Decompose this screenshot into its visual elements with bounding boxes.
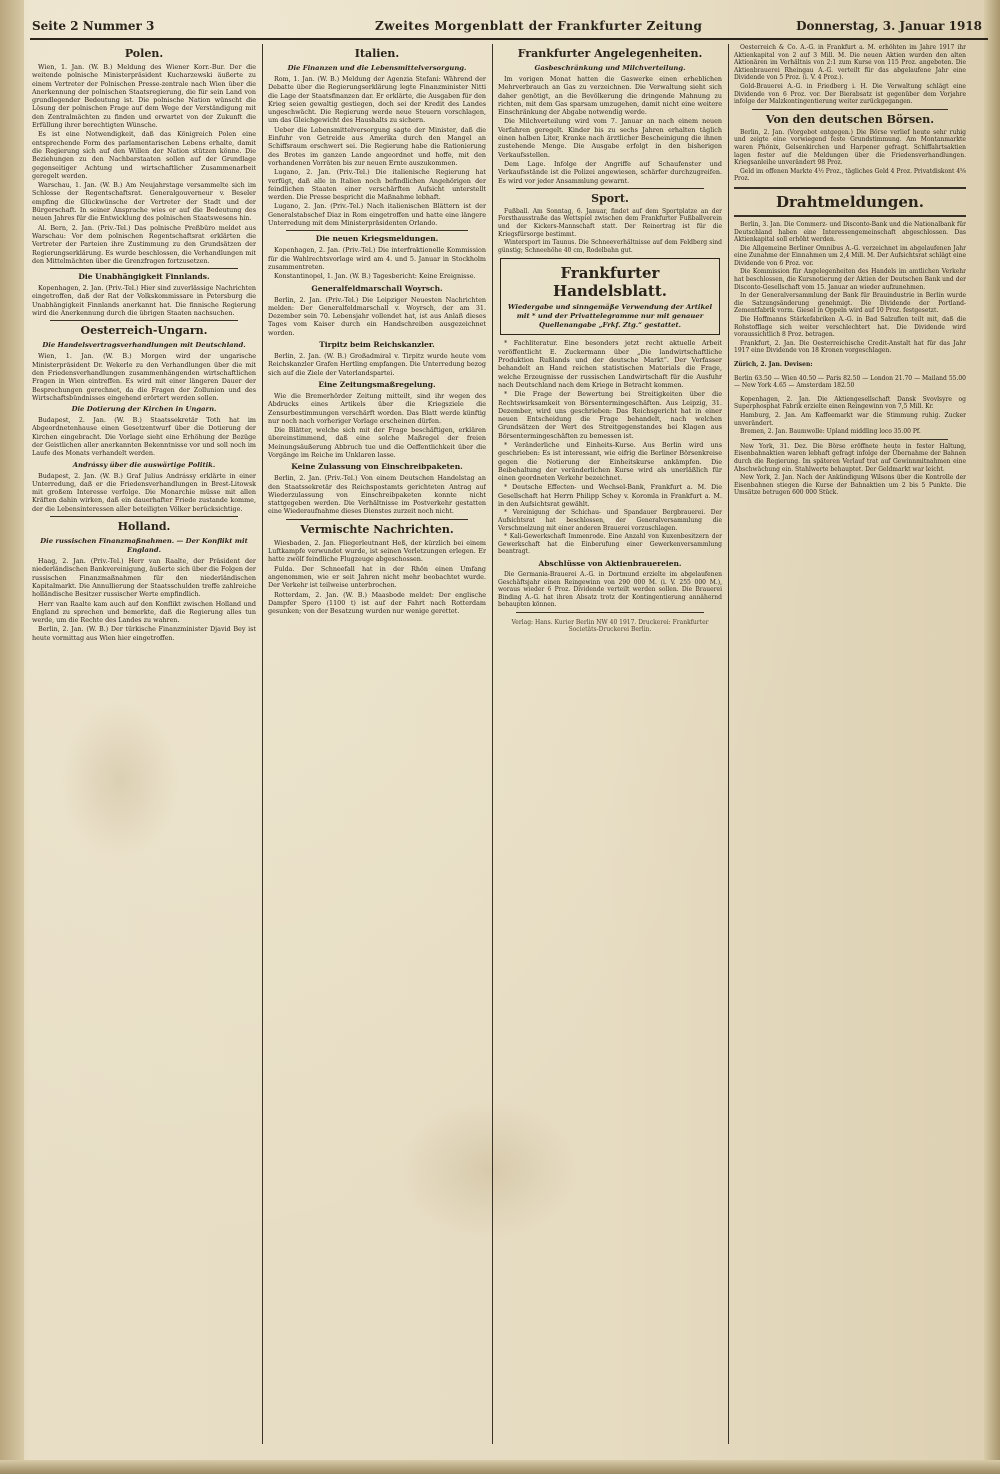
article-paragraph: Berlin, 3. Jan. Die Commerz- und Disconto-Bank und die Nationalbank für Deutschland haben eine Interessengemeinschaft abgeschlossen. Das Aktienkapital soll erhöht werden. [734, 220, 966, 244]
article-paragraph: Oesterreich & Co. A.-G. in Frankfurt a. M. erhöhten im Jahre 1917 ihr Aktienkapital von 2 auf 3 Mill. M. Die neuen Aktien wurden den alten Aktionären im Verhältnis von 2:1 zum Kurse von 115 Proz. angeboten. Die Aktienbrauerei Rheingau A.-G. verteilt für das abgelaufene Jahr eine Dividende von 5 Proz. (i. V. 4 Proz.). [734, 44, 966, 82]
article-paragraph: Im vorigen Monat hatten die Gaswerke einen erheblichen Mehrverbrauch an Gas zu verzeichnen. Die Verwaltung sieht sich daher genötigt, an die Bevölkerung die dringende Mahnung zu richten, mit dem Gas sparsam umzugehen, damit nicht eine weitere Einschränkung der Abgabe notwendig werde. [498, 75, 722, 117]
subheading: Die russischen Finanzmaßnahmen. — Der Konflikt mit England. [40, 537, 248, 555]
article-paragraph: Dem Lage. Infolge der Angriffe auf Schaufenster und Verkaufsstände ist die Polizei angewiesen, schärfer durchzugreifen. Es wird vor jeder Ansammlung gewarnt. [498, 159, 722, 185]
page-number: Seite 2 Nummer 3 [32, 19, 155, 33]
separator [734, 187, 966, 189]
subheading: Andrássy über die auswärtige Politik. [72, 460, 216, 469]
article-paragraph: Wien, 1. Jan. (W. B.) Morgen wird der ungarische Ministerpräsident Dr. Wekerle zu den Verhandlungen über die mit den Friedensverhandlungen zusammenhängenden wirtschaftlichen Fragen in Wien eintreffen. Es wird mit einer längeren Dauer der Besprechungen gerechnet, da die Fragen der Zollunion und des Wirtschaftsbündnisses eingehend erörtert werden sollen. [32, 352, 256, 402]
article-paragraph: New York, 31. Dez. Die Börse eröffnete heute in fester Haltung, Eisenbahnaktien waren lebhaft gefragt infolge der Übernahme der Bahnen durch die Regierung. Im späteren Verlauf trat auf Gewinnmitnahmen eine Abschwächung ein. Stahlwerte behauptet. Der Geldmarkt war leicht. [734, 442, 966, 473]
article-paragraph: Fulda. Der Schneefall hat in der Rhön einen Umfang angenommen, wie er seit Jahren nicht mehr beobachtet wurde. Der Verkehr ist teilweise unterbrochen. [268, 564, 486, 590]
article-paragraph: Wintersport im Taunus. Die Schneeverhältnisse auf dem Feldberg sind günstig; Schneehöhe 40 cm, Rodelbahn gut. [498, 239, 722, 254]
column-rule [728, 44, 729, 1444]
article-paragraph: Es ist eine Notwendigkeit, daß das Königreich Polen eine entsprechende Form des parlamentarischen Lebens erhalte, damit die Regierung sich auf den Willen der Nation stützen könne. Die Beziehungen zu den Nachbarstaaten sollen auf der Grundlage gegenseitiger Achtung und wirtschaftlicher Zusammenarbeit geregelt werden. [32, 130, 256, 180]
article-paragraph: Gold-Brauerei A.-G. in Friedberg i. H. Die Verwaltung schlägt eine Dividende von 6 Proz. vor. Der Bierabsatz ist gegenüber dem Vorjahre infolge der Malzkontingentierung weiter zurückgegangen. [734, 82, 966, 106]
section-heading-brewery-results: Abschlüsse von Aktienbrauereien. [538, 558, 682, 568]
article-paragraph: Ueber die Lebensmittelversorgung sagte der Minister, daß die Einfuhr von Getreide aus Amerika durch den Mangel an Schiffsraum erschwert sei. Die Regierung habe die Rationierung des Brotes im ganzen Lande angeordnet und hoffe, mit den vorhandenen Vorräten bis zur neuen Ernte auszukommen. [268, 125, 486, 167]
section-heading-misc-news: Vermischte Nachrichten. [300, 522, 454, 536]
article-paragraph: Bremen, 2. Jan. Baumwolle: Upland middling loco 35.00 Pf. [740, 428, 921, 436]
column-rule [492, 44, 493, 1444]
article-paragraph: Kopenhagen, 2. Jan. (Priv.-Tel.) Hier sind zuverlässige Nachrichten eingetroffen, daß der Rat der Volkskommissare in Petersburg die Unabhängigkeit Finnlands anerkannt hat. Die finnische Regierung wird die Anerkennung durch die übrigen Staaten nachsuchen. [32, 284, 256, 318]
separator [734, 215, 966, 217]
article-paragraph: Berlin, 2. Jan. (Vorgebot entgegen.) Die Börse verlief heute sehr ruhig und zeigte eine vorwiegend feste Grundstimmung. Am Montanmarkte waren Phönix, Gelsenkirchen und Harpener gefragt. Schiffahrtsaktien lagen fester auf die Meldungen über die Friedensverhandlungen. Kriegsanleihe unverändert 98 Proz. [734, 128, 966, 167]
separator [516, 612, 704, 613]
reprint-notice: Wiedergabe und sinngemäße Verwendung der Artikel mit * und der Privattelegramme nur mit genauer Quellenangabe „Frkf. Ztg.“ gestattet. [507, 303, 713, 330]
article-paragraph: Lugano, 2. Jan. (Priv.-Tel.) Die italienische Regierung hat verfügt, daß alle in Italien noch befindlichen Angehörigen der feindlichen Staaten einer verschärften Aufsicht unterstellt werden. Die Presse bespricht die Maßnahme lebhaft. [268, 168, 486, 202]
article-paragraph: Die Milchverteilung wird vom 7. Januar an nach einem neuen Verfahren geregelt. Kinder bis zu sechs Jahren erhalten täglich einen halben Liter, Kranke nach ärztlicher Bescheinigung die ihnen zustehende Menge. Die Ausgabe erfolgt in den bisherigen Verkaufsstellen. [498, 117, 722, 159]
article-paragraph: * Die Frage der Bewertung bei Streitigkeiten über die Rechtswirksamkeit von Börsentermingeschäften. Aus Leipzig, 31. Dezember, wird uns geschrieben: Das Reichsgericht hat in einer neuen Entscheidung die Frage behandelt, nach welchen Grundsätzen der Wert des Streitgegenstandes bei Klagen aus Börsentermingeschäften zu bemessen ist. [498, 390, 722, 440]
article-paragraph: Herr van Raalte kam auch auf den Konflikt zwischen Holland und England zu sprechen und bemerkte, daß die Regierung alles tun werde, um die Rechte des Landes zu wahren. [32, 599, 256, 625]
article-paragraph: * Fachliteratur. Eine besonders jetzt recht aktuelle Arbeit veröffentlicht E. Zuckermann über „Die landwirtschaftliche Produktion Rußlands und der deutsche Markt“. Der Verfasser behandelt an Hand reichen statistischen Materials die Frage, welche Erzeugnisse der russischen Landwirtschaft für die Ausfuhr nach Deutschland nach dem Kriege in Betracht kommen. [498, 339, 722, 389]
article-paragraph: Die Allgemeine Berliner Omnibus A.-G. verzeichnet im abgelaufenen Jahr eine Zunahme der Einnahmen um 2,4 Mill. M. Der Aufsichtsrat schlägt eine Dividende von 6 Proz. vor. [734, 244, 966, 267]
article-paragraph: Al. Bern, 2. Jan. (Priv.-Tel.) Das polnische Preßbüro meldet aus Warschau: Vor dem polnischen Regentschaftsrat erklärten die Vertreter der Parteien ihre Zustimmung zu den Grundsätzen der Regierungserklärung. Es wurde beschlossen, die Verhandlungen mit den Mittelmächten über die Grenzfragen fortzusetzen. [32, 223, 256, 265]
column-3 [498, 44, 722, 1454]
article-paragraph: Die Germania-Brauerei A.-G. in Dortmund erzielte im abgelaufenen Geschäftsjahr einen Reingewinn von 290 000 M. (i. V. 255 000 M.), woraus wieder 6 Proz. Dividende verteilt werden sollen. Die Brauerei Binding A.-G. hat ihren Absatz trotz der Kontingentierung annähernd behaupten können. [498, 570, 722, 609]
subheading: Die Handelsvertragsverhandlungen mit Deutschland. [42, 341, 246, 350]
article-paragraph: Rotterdam, 2. Jan. (W. B.) Maasbode meldet: Der englische Dampfer Spero (1100 t) ist auf der Fahrt nach Rotterdam gesunken; von der Besatzung wurden nur wenige gerettet. [268, 590, 486, 616]
article-paragraph: Lugano, 2. Jan. (Priv.-Tel.) Nach italienischen Blättern ist der Generalstabschef Diaz in Rom eingetroffen und hatte eine längere Unterredung mit dem Ministerpräsidenten Orlando. [268, 202, 486, 228]
separator [50, 268, 238, 269]
article-paragraph: Frankfurt, 2. Jan. Die Oesterreichische Credit-Anstalt hat für das Jahr 1917 eine Dividende von 18 Kronen vorgeschlagen. [734, 339, 966, 355]
imprint: Verlag: Hans. Kurier Berlin NW 40 1917. Druckerei: Frankfurter Societäts-Druckerei Berlin. [511, 618, 709, 634]
section-heading-holland: Holland. [117, 520, 171, 534]
newspaper-title: Zweites Morgenblatt der Frankfurter Zeitung [375, 19, 703, 33]
section-heading-italy: Italien. [354, 47, 400, 60]
column-2 [268, 44, 486, 1454]
section-heading-sport: Sport. [591, 191, 629, 205]
currency-quotes: Berlin 63.50 — Wien 40.50 — Paris 82.50 — London 21.70 — Mailand 55.00 — New York 4.65 — Amsterdam 182.50 [734, 374, 966, 390]
article-paragraph: Berlin, 2. Jan. (Priv.-Tel.) Von einem Deutschen Handelstag an den Staatssekretär des Reichspostamts gerichteten Antrag auf Wiederzulassung von Einschreibpaketen konnte nicht stattgegeben werden. Die Verhältnisse im Postverkehr gestatten eine Wiederaufnahme dieses Dienstes zurzeit noch nicht. [268, 474, 486, 516]
separator [50, 320, 238, 321]
article-paragraph: Fußball. Am Sonntag, 6. Januar, findet auf dem Sportplatze an der Forsthausstraße das Wettspiel zwischen dem Frankfurter Fußballverein und der Kickers-Mannschaft statt. Der Reinertrag ist für die Kriegsfürsorge bestimmt. [498, 207, 722, 238]
article-paragraph: Haag, 2. Jan. (Priv.-Tel.) Herr van Raalte, der Präsident der niederländischen Bankvereinigung, äußerte sich über die Folgen der russischen Finanzmaßnahmen für den niederländischen Kapitalmarkt. Die Annullierung der Staatsschulden treffe zahlreiche holländische Besitzer russischer Werte empfindlich. [32, 557, 256, 599]
article-paragraph: * Kali-Gewerkschaft Immenrode. Eine Anzahl von Kuxenbesitzern der Gewerkschaft hat die Einberufung einer Gewerkenversammlung beantragt. [498, 533, 722, 556]
article-paragraph: Konstantinopel, 1. Jan. (W. B.) Tagesbericht: Keine Ereignisse. [274, 272, 476, 281]
subheading: Die Finanzen und die Lebensmittelversorgung. [287, 64, 467, 72]
article-paragraph: Wien, 1. Jan. (W. B.) Meldung des Wiener Korr.-Bur. Der die weitende polnische Ministerpräsident Kucharzewski äußerte zu einem Vertreter der Polnischen Presse-zentrale nach Wien über die Anerkennung der polnischen Staatsregierung, die für sein Land von grundlegender Bedeutung ist. Die polnische Nation wünscht die Lösung der polnischen Frage auf dem Wege der Verständigung mit den Zentralmächten zu finden und erwartet von der Zukunft die Erfüllung ihrer berechtigten Wünsche. [32, 63, 256, 130]
section-heading-poland: Polen. [124, 47, 164, 60]
article-paragraph: Kopenhagen, 2. Jan. (Priv.-Tel.) Die interfraktionelle Kommission für die Wahlrechtsvorlage wird am 4. und 5. Januar in Stockholm zusammentreten. [268, 246, 486, 271]
page-left-edge [0, 0, 24, 1474]
section-heading-finland: Die Unabhängigkeit Finnlands. [78, 272, 210, 282]
article-paragraph: Geld im offenen Markte 4½ Proz., tägliches Geld 4 Proz. Privatdiskont 4⅝ Proz. [734, 167, 966, 183]
article-paragraph: Die Hoffmanns Stärkefabriken A.-G. in Bad Salzuflen teilt mit, daß die Rohstofflage sich weiter verschlechtert hat. Die Dividende wird voraussichtlich 8 Proz. betragen. [734, 316, 966, 339]
article-paragraph: Berlin, 2. Jan. (W. B.) Großadmiral v. Tirpitz wurde heute vom Reichskanzler Grafen Hertling empfangen. Die Unterredung bezog sich auf die Ziele der Vaterlandspartei. [268, 352, 486, 377]
article-paragraph: Kopenhagen, 2. Jan. Die Aktiengesellschaft Dansk Svovlsyre og Superphosphat Fabrik erzielte einen Reingewinn von 7,5 Mill. Kr. [734, 395, 966, 411]
section-heading-austria-hungary: Oesterreich-Ungarn. [80, 324, 208, 338]
article-paragraph: * Veränderliche und Einheits-Kurse. Aus Berlin wird uns geschrieben: Es ist interessant, wie eifrig die Berliner Börsenkreise gegen die Notierung der Einheitskurse ankämpfen. Die Beibehaltung der veränderlichen Kurse wird als unerläßlich für einen geordneten Verkehr bezeichnet. [498, 440, 722, 483]
section-heading-tirpitz: Tirpitz beim Reichskanzler. [319, 340, 435, 350]
article-paragraph: Berlin, 2. Jan. (W. B.) Der türkische Finanzminister Djavid Bey ist heute vormittag aus Wien hier eingetroffen. [32, 625, 256, 642]
article-paragraph: * Deutsche Effecten- und Wechsel-Bank, Frankfurt a. M. Die Gesellschaft hat Herrn Philipp Schey v. Koromla in Frankfurt a. M. in den Aufsichtsrat gewählt. [498, 483, 722, 509]
article-paragraph: Rom, 1. Jan. (W. B.) Meldung der Agenzia Stefani: Während der Debatte über die Regierungserklärung legte Finanzminister Nitti die Lage der Staatsfinanzen dar. Er erklärte, die Ausgaben für den Krieg seien gewaltig gestiegen, doch sei der Kredit des Landes ungeschwächt. Die Regierung werde neue Steuern vorschlagen, um das Gleichgewicht des Haushalts zu sichern. [268, 75, 486, 125]
issue-date: Donnerstag, 3. Januar 1918 [796, 19, 982, 33]
separator [50, 516, 238, 517]
section-heading-wire-reports: Drahtmeldungen. [775, 192, 925, 211]
column-rule [262, 44, 263, 1444]
page-bottom-edge [0, 1460, 1000, 1474]
separator [752, 109, 948, 110]
article-paragraph: Wie die Bremerhörder Zeitung mitteilt, sind ihr wegen des Abdrucks eines Artikels über die Kriegsziele die Zensurbestimmungen verschärft worden. Das Blatt werde künftig nur noch nach vorheriger Vorlage erscheinen dürfen. [268, 391, 486, 425]
column-4 [734, 44, 966, 1454]
separator [752, 439, 948, 440]
quotes-title: Zürich, 2. Jan. Devisen: [734, 361, 813, 368]
separator [286, 230, 468, 231]
article-paragraph: Budapest, 2. Jan. (W. B.) Staatssekretär Toth hat im Abgeordnetenhause einen Gesetzentwurf über die Dotierung der Kirchen eingebracht. Die Vorlage sieht eine Erhöhung der Bezüge der Geistlichen aller anerkannten Bekenntnisse vor und soll noch im Laufe des Monats verhandelt werden. [32, 416, 256, 458]
subheading: Gasbeschränkung und Milchverteilung. [534, 64, 686, 72]
article-paragraph: Warschau, 1. Jan. (W. B.) Am Neujahrstage versammelte sich im Schlosse der Regentschaftsrat. Generalgouverneur v. Beseler empfing die Glückwünsche der Vertreter der Stadt und der Bürgerschaft. In seiner Ansprache wies er auf die Bedeutung des neuen Jahres für die Entwicklung des polnischen Staatswesens hin. [32, 181, 256, 223]
page-right-edge [984, 0, 1000, 1474]
article-paragraph: Wiesbaden, 2. Jan. Fliegerleutnant Heß, der kürzlich bei einem Luftkampfe verwundet wurde, ist seinen Verletzungen erlegen. Er hatte zwölf feindliche Flugzeuge abgeschossen. [268, 538, 486, 564]
article-paragraph: Die Blätter, welche sich mit der Frage beschäftigen, erklären übereinstimmend, daß eine solche Maßregel der freien Meinungsäußerung Abbruch tue und die Oeffentlichkeit über die Vorgänge im Reiche im Unklaren lasse. [268, 426, 486, 459]
section-heading-frankfurt-affairs: Frankfurter Angelegenheiten. [517, 47, 703, 60]
separator [516, 188, 704, 189]
section-heading-newspaper-measure: Eine Zeitungsmaßregelung. [318, 379, 436, 389]
section-heading-registered-parcels: Keine Zulassung von Einschreibpaketen. [291, 462, 463, 472]
article-paragraph: In der Generalversammlung der Bank für Brauindustrie in Berlin wurde die Satzungsänderung genehmigt. Die Dividende der Portland-Zementfabrik vorm. Giesel in Oppeln wird auf 10 Proz. festgesetzt. [734, 292, 966, 315]
article-paragraph: Budapest, 2. Jan. (W. B.) Graf Julius Andrássy erklärte in einer Unterredung, daß er die Friedensverhandlungen in Brest-Litowsk mit großem Interesse verfolge. Die Monarchie müsse mit allen Kräften dahin wirken, daß ein dauerhafter Friede zustande komme, der die Lebensinteressen aller beteiligten Völker berücksichtige. [32, 471, 256, 513]
section-heading-handelsblatt: Frankfurter Handelsblatt. [553, 264, 667, 301]
column-1 [32, 44, 256, 1454]
article-paragraph: Hamburg, 2. Jan. Am Kaffeemarkt war die Stimmung ruhig. Zucker unverändert. [734, 411, 966, 427]
article-paragraph: Die Kommission für Angelegenheiten des Handels im amtlichen Verkehr hat beschlossen, die Kursnotierung der Aktien der Deutschen Bank und der Disconto-Gesellschaft vom 15. Januar an wieder aufzunehmen. [734, 268, 966, 291]
subheading: Die Dotierung der Kirchen in Ungarn. [71, 405, 217, 414]
section-heading-woyrsch: Generalfeldmarschall Woyrsch. [311, 283, 443, 293]
masthead [30, 16, 988, 40]
article-paragraph: Berlin, 2. Jan. (Priv.-Tel.) Die Leipziger Neuesten Nachrichten melden: Der Generalfeldmarschall v. Woyrsch, der am 31. Dezember sein 70. Lebensjahr vollendet hat, ist aus Anlaß dieses Tages vom Kaiser durch ein Handschreiben ausgezeichnet worden. [268, 295, 486, 337]
article-paragraph: * Vereinigung der Schichau- und Spandauer Bergbrauerei. Der Aufsichtsrat hat beschlossen, der Generalversammlung die Verschmelzung mit einer anderen Brauerei vorzuschlagen. [498, 509, 722, 532]
separator [286, 519, 468, 520]
handelsblatt-header-box [500, 258, 720, 335]
article-paragraph: New York, 2. Jan. Nach der Ankündigung Wilsons über die Kontrolle der Eisenbahnen stiegen die Kurse der Bahnaktien um 2 bis 5 Punkte. Die Umsätze betrugen 600 000 Stück. [734, 474, 966, 497]
section-heading-war-reports: Die neuen Kriegsmeldungen. [315, 234, 439, 244]
section-heading-german-stock-exchanges: Von den deutschen Börsen. [765, 112, 935, 126]
